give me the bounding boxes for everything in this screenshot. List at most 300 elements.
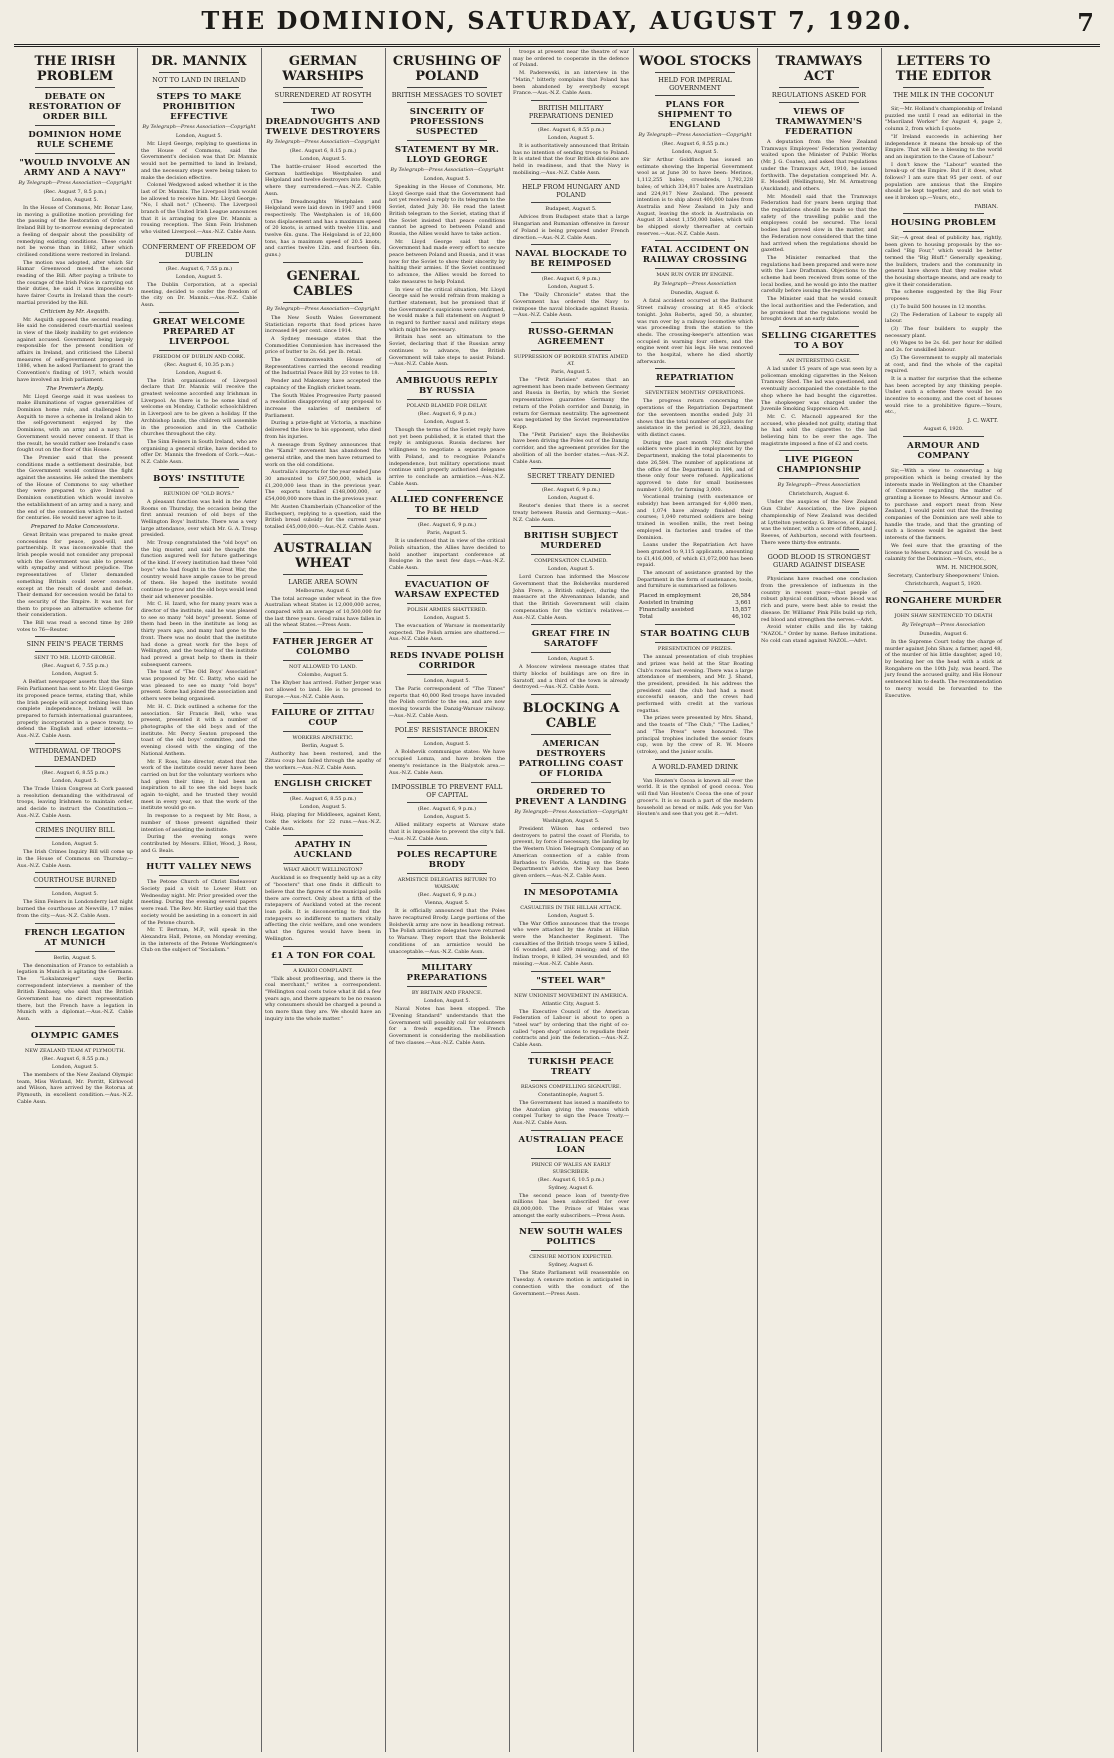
paragraph: It is a matter for surprise that the scheme has been accepted by any thinking people. Under such a scheme there would be no incentive to economy, and the cost of houses would rise to a prohibitive figure.—Yours, etc., <box>885 375 1002 416</box>
column-rule <box>655 72 735 73</box>
column-rule <box>407 399 487 400</box>
table-row <box>637 600 753 607</box>
column-rule <box>779 572 859 573</box>
subheadline: OLYMPIC GAMES <box>30 1030 120 1041</box>
dateline: FREEDOM OF DUBLIN AND CORK. <box>152 353 246 360</box>
column-rule <box>407 518 487 519</box>
dateline: Secretary, Canterbury Sheepowners' Union. <box>887 572 1000 579</box>
column-rule <box>531 100 611 101</box>
table-label: Total <box>639 614 653 621</box>
deck: THE MILK IN THE COCONUT <box>893 91 994 99</box>
subheadline: AMERICAN DESTROYERS PATROLLING COAST OF FLORIDA <box>518 739 624 780</box>
column-rule <box>531 901 611 902</box>
dateline: London, August 5. <box>547 656 595 663</box>
dateline: Sydney, August 6. <box>548 1262 594 1269</box>
dateline: Christchurch, August 6. <box>788 491 850 498</box>
subheadline: ORDERED TO PREVENT A LANDING <box>515 787 627 808</box>
dateline: London, August 5. <box>423 741 471 748</box>
subheadline: BRITISH SUBJECT MURDERED <box>523 531 619 552</box>
paragraph: During the past month 762 discharged soldiers were placed in employment by the Department, making the total placements to date 26,584. The number of applications at the office of the Department in 184, and of these only four were refused. Applications approved to date for small businesses number 1,600, for farming 3,000. <box>637 439 753 493</box>
paragraph: Mr. Mosdell said that the Tramways Federation had for years been urging that the regulations should be made so that the safety of the travelling public and the employees could be secured. The local bodies had proved slow in the matter, and the Federation now considered that the time had arrived when the regulations should be gazetted. <box>761 193 877 254</box>
dateline: Sydney, August 6. <box>548 1184 594 1191</box>
subheadline: FRENCH LEGATION AT MUNICH <box>24 927 126 948</box>
dateline: Berlin, August 5. <box>53 954 97 961</box>
dateline: (Rec. August 6, 9 p.m.) <box>541 487 601 494</box>
paragraph: Mr. Troup congratulated the "old boys" on the big muster, and said he thought the function augured well for future gatherings of the kind. If every institution had these "old boys" who had fought in the Great War, the country would have ample cause to be proud of them. He hoped the institute would continue to grow and the old boys would lend their aid whenever possible. <box>141 540 257 600</box>
column-rule <box>655 240 735 241</box>
paragraph: The Minister said that he would consult the local authorities and the Federation, and he promised that the regulations would be brought down at an early date. <box>761 296 877 323</box>
table-row <box>637 614 753 621</box>
dateline: REUNION OF "OLD BOYS." <box>163 490 235 497</box>
paragraph: Loans under the Repatriation Act have been granted to 9,115 applicants, amounting to £1,416,000, of which £1,072,000 has been repaid. <box>637 542 753 569</box>
column-rule <box>903 609 984 610</box>
dateline: POLISH ARMIES SHATTERED. <box>407 606 487 613</box>
deck: A WORLD-FAMED DRINK <box>651 762 739 771</box>
dateline: London, August 5. <box>423 614 471 621</box>
subheadline: POLES RECAPTURE BRODY <box>396 850 498 871</box>
dateline: MAN RUN OVER BY ENGINE. <box>656 272 734 279</box>
headline: AUSTRALIAN WHEAT <box>273 540 373 571</box>
deck: IMPOSSIBLE TO PREVENT FALL OF CAPITAL <box>391 783 503 800</box>
section-subhead: Prepared to Make Concessions. <box>30 523 120 530</box>
column-6 <box>634 48 758 1752</box>
paragraph: Reuter's denies that there is a secret treaty between Russia and Germany.—Aus.-N.Z. Cable Assn. <box>513 503 629 523</box>
paragraph: A lad under 15 years of age was seen by a policeman smoking cigarettes in the Nelson Tramway Shed. The lad was questioned, and eventually accompanied the constable to the shop where he had bought the cigarettes. The shopkeeper was charged under the Juvenile Smoking Suppression Act. <box>761 365 877 413</box>
paragraph: It is officially announced that the Poles have recaptured Brody. Large portions of the Bolshevik army are now in headlong retreat. The Polish armistice delegates have returned to Warsaw. They report that the Bolshevik conditions of an armistice would be unacceptable.—Aus.-N.Z. Cable Assn. <box>389 908 505 955</box>
table-label: Assisted in training <box>639 600 694 607</box>
subheadline: RONGAHERE MURDER <box>885 595 1002 606</box>
subheadline: BOYS' INSTITUTE <box>153 473 245 484</box>
paragraph: Mr. T. Bertram, M.P., will speak in the Alexandra Hall, Petone, on Monday evening, in the interests of the Petone Workingmen's Club on the subject of "Socialism." <box>141 927 257 954</box>
column-rule <box>159 87 239 88</box>
dateline: (Rec. August 6, 9 p.m.) <box>541 276 601 283</box>
column-rule <box>531 468 611 469</box>
column-rule <box>531 554 611 555</box>
paragraph: Mr. H. C. Dick outlined a scheme for the association. Sir Francis Bell, who was present, presented it with a number of photographs of the old boys and of the institute. Mr. Percy Seaton proposed the toast of the old boys' committee, and the evening closed with the singing of the National Anthem. <box>141 703 257 757</box>
paragraph: Naval Notes has been stopped. The "Evening Standard" understands that the Government will possibly call for volunteers for a fresh expedition. The French Government is considering the mobilisation of two classes.—Aus.-N.Z. Cable Assn. <box>389 1006 505 1046</box>
paragraph: "Talk about profiteering, and there is the coal merchant," writes a correspondent. "Wellington coal costs twice what it did a few years ago, and there appears to be no reason why consumers should be charged a pound a ton more than they are. We should have an inquiry into the whole matter." <box>265 975 381 1022</box>
column-rule <box>407 674 487 675</box>
column-3 <box>262 48 386 1752</box>
paragraph: The Sinn Feiners in Londonderry last night burned the courthouse at Newville, 17 miles from the city.—Aus.-N.Z. Cable Assn. <box>17 899 133 919</box>
paragraph: Britain has sent an ultimatum to the Soviet, declaring that if the Russian army continues to advance, the British Government will take steps to assist Poland.—Aus.-N.Z. Cable Assn. <box>389 334 505 368</box>
deck: GOOD BLOOD IS STRONGEST GUARD AGAINST DISEASE <box>767 553 871 570</box>
column-rule <box>35 153 115 154</box>
column-rule <box>283 574 363 575</box>
subheadline: SINCERITY OF PROFESSIONS SUSPECTED <box>409 107 485 137</box>
dateline: London, August 5. <box>51 841 99 848</box>
paragraph: Advices from Budapest state that a large Hungarian and Rumanian offensive in favour of Poland is being prepared under French direction.—Aus.-N.Z. Cable Assn. <box>513 214 629 241</box>
column-rule <box>159 857 239 858</box>
column-rule <box>531 526 611 527</box>
paragraph: troops at present near the theatre of war may be ordered to cooperate in the defence of Poland. <box>513 49 629 69</box>
dateline: London, August 5. <box>51 891 99 898</box>
subheadline: ARMOUR AND COMPANY <box>907 441 980 462</box>
deck: CRIMES INQUIRY BILL <box>35 826 115 835</box>
table-row <box>637 593 753 600</box>
dateline: London, August 5. <box>671 149 719 155</box>
subheadline: SELLING CIGARETTES TO A BOY <box>761 330 877 351</box>
column-rule <box>35 887 115 888</box>
paragraph: Pender and Makenzey have accepted the captaincy of the English cricket team. <box>265 378 381 391</box>
column-rule <box>35 636 115 637</box>
column-rule <box>407 737 487 738</box>
subheadline: MILITARY PREPARATIONS <box>406 963 488 984</box>
column-rule <box>531 883 611 884</box>
dateline: London, August 5. <box>423 176 471 182</box>
dateline: PRINCE OF WALES AN EARLY SUBSCRIBER. <box>531 1161 611 1175</box>
paragraph: A Moscow wireless message states that thirty blocks of buildings are on fire in Saratoff, and a third of the town is already destroyed.—Aus.-N.Z. Cable Assn. <box>513 664 629 691</box>
paragraph: The War Office announces that the troops who were attacked by the Arabs at Hillah were the Manchester Regiment. The casualties of the British troops were 5 killed, 16 wounded, and 209 missing; and of the Indian troops, 8 killed, 34 wounded, and 83 missing.—Aus.-N.Z. Cable Assn. <box>513 920 629 967</box>
column-rule <box>531 782 611 783</box>
dateline: (Rec. August 7, 8.5 p.m.) <box>43 189 107 195</box>
subheadline: FATAL ACCIDENT ON RAILWAY CROSSING <box>640 245 750 266</box>
credit-line: By Telegraph—Press Association <box>902 621 985 628</box>
column-rule <box>531 652 611 653</box>
paragraph: Sir,—Mr. Holland's championship of Ireland puzzled me until I read an editorial in the "Maoriland Worker" for August 4, page 2, column 2, from which I quote: <box>885 106 1002 133</box>
column-rule <box>159 487 239 488</box>
paragraph: The annual presentation of club trophies and prizes was held at the Star Boating Club's rooms last evening. There was a large attendance of members, and Mr. J. Shand, the president, presided. In his address the president said the club had had a most successful season, and the crews had performed with credit at the various regattas. <box>637 654 753 714</box>
column-rule <box>407 986 487 987</box>
paragraph: Mr. Lloyd George said that the Government had made every effort to secure peace between Poland and Russia, and it was now for the Soviet to show their sincerity by halting their armies. If the Soviet continued to advance, the Allies would be forced to take measures to help Poland. <box>389 238 505 285</box>
column-2 <box>138 48 262 1752</box>
paragraph: A Bolshevik communique states: We have occupied Lomza, and have broken the enemy's resistance in the Bialystok area.—Aus.-N.Z. Cable Assn. <box>389 749 505 776</box>
subheadline: STEPS TO MAKE PROHIBITION EFFECTIVE <box>156 92 242 122</box>
paragraph: The Khyber has arrived. Father Jerger was not allowed to land. He is to proceed to Europe.—Aus.-N.Z. Cable Assn. <box>265 680 381 700</box>
paragraph: In the Supreme Court today the charge of murder against John Shaw, a farmer, aged 48, of the murder of his little daughter, aged 10, by beating her on the head with a stick at Rongahere on the 10th July, was heard. The jury found the accused guilty, and His Honour sentenced him to death. The recommendation to mercy would be forwarded to the Executive. <box>885 638 1002 699</box>
dateline: London, August 6. <box>175 369 223 376</box>
subheadline: FATHER JERGER AT COLOMBO <box>272 637 374 658</box>
table-label: Financially assisted <box>639 607 694 614</box>
column-rule <box>531 202 611 203</box>
column-rule <box>407 779 487 780</box>
dateline: NEW UNIONIST MOVEMENT IN AMERICA. <box>514 992 628 999</box>
dateline: London, August 5. <box>51 671 99 678</box>
subheadline: LIVE PIGEON CHAMPIONSHIP <box>776 455 862 476</box>
dateline: POLAND BLAMED FOR DELAY. <box>406 402 488 409</box>
dateline: Washington, August 5. <box>542 818 600 825</box>
paragraph: A Belfast newspaper asserts that the Sinn Fein Parliament has sent to Mr. Lloyd George its proposed peace terms, stating that, while the Irish people will accept nothing less than complete independence, Ireland will be prepared to furnish international guarantees, properly incorporated in a peace treaty, to defend the English and other interests.—Aus.-N.Z. Cable Assn. <box>17 679 133 740</box>
paragraph: The Irish organisations of Liverpool declare that Dr. Mannix will receive the greatest welcome accorded any Irishman in Liverpool. As there is to be some kind of welcome on Monday, Catholic schoolchildren in Liverpool are to be given a holiday. If the Archbishop lands, the children will assemble in the procession and in the Catholic churches throughout the city. <box>141 377 257 438</box>
paragraph: The total acreage under wheat in the five Australian wheat States is 12,000,000 acres, compared with an average of 10,500,000 for the last three years. Good rains have fallen in all the wheat States.—Press Assn. <box>265 595 381 629</box>
column-rule <box>283 731 363 732</box>
column-rule <box>35 651 115 652</box>
dateline: (Rec. August 6, 8.55 p.m.) <box>289 796 357 803</box>
paragraph: The Petone Church of Christ Endeavour Society paid a visit to Lower Hutt on Wednesday night. Mr. Prior presided over the meeting. During the evening several papers were read. The Rev. Mr. Hartley said that the society would be assisting in a concert in aid of the Petone church. <box>141 879 257 926</box>
deck: POLES' RESISTANCE BROKEN <box>394 726 500 735</box>
column-rule <box>531 1052 611 1053</box>
paragraph: The Premier said that the present conditions made a settlement desirable, but the Government would continue the fight against the assassins. He asked the members of the House of Commons to say whether they were prepared to give Ireland a Dominion constitution which would involve the establishment of an army and a navy, and the end of the connection which had lasted for centuries. He would never agree to it. <box>17 454 133 522</box>
dateline: (Rec. August 6, 10.5 p.m.) <box>537 1176 605 1183</box>
column-rule <box>159 72 239 73</box>
deck: SINN FEIN'S PEACE TERMS <box>26 640 124 649</box>
column-rule <box>35 1026 115 1027</box>
paragraph: The battle-cruiser Hood escorted the German battleships Westphalen and Helgoland and twelve destroyers into Rosyth, where they surrendered.—Aus.-N.Z. Cable Assn. <box>265 164 381 197</box>
dateline: London, August 5. <box>423 814 471 821</box>
column-rule <box>159 239 239 240</box>
dateline: JOHN SHAW SENTENCED TO DEATH <box>894 612 993 619</box>
dateline: NOT ALLOWED TO LAND. <box>289 664 357 671</box>
paragraph: (2) The Federation of Labour to supply all labour. <box>885 311 1002 325</box>
subheadline: AMBIGUOUS REPLY BY RUSSIA <box>396 375 498 396</box>
dateline: Paris, August 5. <box>550 369 592 376</box>
headline: BLOCKING A CABLE <box>522 701 620 732</box>
dateline: Budapest, August 5. <box>545 206 597 213</box>
deck: LARGE AREA SOWN <box>288 577 358 586</box>
column-rule <box>531 734 611 735</box>
column-rule <box>655 268 735 269</box>
headline: GERMAN WARSHIPS <box>282 54 364 84</box>
deck: NOT TO LAND IN IRELAND <box>152 76 246 84</box>
column-rule <box>283 863 363 864</box>
paragraph: Lord Curzon has informed the Moscow Government that the Bolsheviks murdered John Frere, a British subject, during the massacre at the Ahvenanmaa Islands, and that the British Government will claim compensation for the victim's relatives.—Aus.-N.Z. Cable Assn. <box>513 574 629 621</box>
subheadline: TWO DREADNOUGHTS AND TWELVE DESTROYERS <box>265 107 381 137</box>
subheadline: REDS INVADE POLISH CORRIDOR <box>389 650 505 671</box>
dateline: London, August 5. <box>299 156 347 162</box>
dateline: London, August 5. <box>547 912 595 919</box>
column-rule <box>655 774 735 775</box>
column-rule <box>655 95 735 96</box>
paragraph: The Dublin Corporation, at a special meeting, decided to confer the freedom of the city on Dr. Mannix.—Aus.-N.Z. Cable Assn. <box>141 281 257 308</box>
subheadline: PLANS FOR SHIPMENT TO ENGLAND <box>657 100 733 130</box>
dateline: London, August 5. <box>51 1063 99 1070</box>
dateline: (Rec. August 6, 9 p.m.) <box>417 806 477 813</box>
column-rule <box>283 774 363 775</box>
paragraph: A deputation from the New Zealand Tramways Employees' Federation yesterday waited upon the Minister of Public Works (Mr. J. G. Coates), and asked that regulations under the Tramways Act, 1910, be issued forthwith. The deputation comprised Mr. A. E. Mosdell (Wellington), Mr. M. Armstrong (Auckland), and others. <box>761 139 877 192</box>
dateline: Berlin, August 5. <box>301 743 345 750</box>
paragraph: Van Houten's Cocoa is known all over the world. It is the symbol of good cocoa. You will find Van Houten's Cocoa the one of your grocer's. It is so much a part of the modern household as bread or milk. Ask you for Van Houten's and see that you get it.—Advt. <box>637 777 753 818</box>
dateline: WORKERS APATHETIC. <box>292 735 354 742</box>
column-rule <box>655 642 735 643</box>
dateline: London, August 5. <box>175 273 223 280</box>
dateline: London, August 5. <box>547 284 595 291</box>
column-rule <box>407 575 487 576</box>
subheadline: TURKISH PEACE TREATY <box>528 1056 614 1077</box>
subheadline: £1 A TON FOR COAL <box>270 950 376 961</box>
credit-line: By Telegraph—Press Association—Copyright <box>514 809 628 816</box>
subheadline: NAVAL BLOCKADE TO BE REIMPOSED <box>515 249 627 270</box>
table-label: Placed in employment <box>639 593 701 600</box>
dateline: ARMISTICE DELEGATES RETURN TO WARSAW. <box>397 877 497 891</box>
paragraph: A pleasant function was held in the Aster Rooms on Thursday, the occasion being the first annual reunion of old boys of the Wellington Boys' Institute. There was a very large attendance, over which Mr. G. A. Troup presided. <box>141 498 257 539</box>
column-rule <box>407 722 487 723</box>
paragraph: The motion was adopted, after which Sir Hamar Greenwood moved the second reading of the Bill. After paying a tribute to the courage of the Irish Police in carrying out their duties, he said it was impossible to have fairer Courts in Ireland than the court-martial provided by the Bill. <box>17 259 133 306</box>
dateline: CENSURE MOTION EXPECTED. <box>529 1254 613 1261</box>
column-rule <box>531 1080 611 1081</box>
subheadline: "STEEL WAR" <box>536 975 606 986</box>
column-rule <box>35 951 115 952</box>
column-rule <box>35 822 115 823</box>
column-rule <box>903 213 984 214</box>
paragraph: Allied military experts at Warsaw state that it is impossible to prevent the city's fall.—Aus.-N.Z. Cable Assn. <box>389 822 505 842</box>
deck: BRITISH MILITARY PREPARATIONS DENIED <box>528 103 614 120</box>
paragraph: Great Britain was prepared to make great concessions for peace, good-will, and partnership. It was inconceivable that the Irish people would not consider any proposal which the Government was able to present with sympathy and without prejudice. The representatives of Ulster demanded something Britain could never concede, except at the result of doubt and defeat. Their demand for secession would be fatal to the security of the Empire. It was not for them to propose an alternative scheme for their consideration. <box>17 531 133 619</box>
dateline: London, August 6. <box>547 495 595 502</box>
subheadline: HOUSING PROBLEM <box>890 217 997 228</box>
deck: SECRET TREATY DENIED <box>527 472 615 481</box>
paragraph: Mr. F. Ross, late director, stated that the work of the institute could never have been carried on but for the voluntary workers who had given their time; it had been an inspiration to all to see the old boys back again to-night, and he trusted they would meet in every year, so that the work of the institute would go on. <box>141 758 257 812</box>
signature: J. C. WATT. <box>967 418 998 425</box>
subheadline: GREAT WELCOME PREPARED AT LIVERPOOL <box>152 316 246 347</box>
headline: TRAMWAYS ACT <box>775 54 863 84</box>
column-rule <box>283 660 363 661</box>
dateline: SENT TO MR. LLOYD GEORGE. <box>34 655 116 662</box>
column-1 <box>14 48 138 1752</box>
column-rule <box>531 350 611 351</box>
newspaper-columns <box>14 48 1100 1752</box>
paragraph: The "Petit Parisien" states that an agreement has been made between Germany and Russia in Berlin, by which the Soviet representatives guarantee Germany the return of the Polish corridor and Danzig, in return for German neutrality. The agreement was negotiated by the Soviet representative Kopp. <box>513 377 629 430</box>
column-rule <box>283 262 363 263</box>
paragraph: The Minister remarked that the regulations had been prepared and were now with the Law Draftsman. Objections to the scheme had been received from some of the local bodies, and he would go into the matter carefully before issuing the regulations. <box>761 254 877 295</box>
dateline: London, August 5. <box>423 677 471 684</box>
column-rule <box>283 946 363 947</box>
dateline: BY BRITAIN AND FRANCE. <box>411 990 483 997</box>
paragraph: Under the auspices of the New Zealand Gun Clubs' Association, the live pigeon championship of New Zealand was decided at Lyttelton yesterday. G. Briscoe, of Kaiapoi, was the winner, with a score of fifteen, and J. Reeves, of Ashburton, second with fourteen. There were thirty-five entrants. <box>761 499 877 546</box>
column-rule <box>531 322 611 323</box>
dateline: London, August 5. <box>423 418 471 425</box>
column-rule <box>35 1044 115 1045</box>
paragraph: Physicians have reached one conclusion from the prevalence of influenza in the country in recent years—that people of robust physical condition, whose blood was rich and pure, were best able to resist the disease. Dr. Williams' Pink Pills build up rich, red blood and strengthen the nerves.—Advt. <box>761 576 877 623</box>
column-rule <box>407 646 487 647</box>
column-5 <box>510 48 634 1752</box>
column-rule <box>531 483 611 484</box>
paragraph: The "Petit Parisien" says the Bolsheviks have been driving the Poles out of the Danzig corridor, and the agreement provides for the abolition of all the border states.—Aus.-N.Z. Cable Assn. <box>513 431 629 465</box>
dateline: Paris, August 5. <box>426 530 468 537</box>
column-rule <box>655 386 735 387</box>
paragraph: The toast of "The Old Boys' Association" was proposed by Mr. C. Batty, who said he was pleased to see so many "old boys" present. Some had joined the association and others were being organised. <box>141 669 257 703</box>
paragraph: The evacuation of Warsaw is momentarily expected. The Polish armies are shattered.—Aus.-N.Z. Cable Assn. <box>389 622 505 643</box>
paragraph: It is authoritatively announced that Britain has no intention of sending troops to Poland. It is stated that the four British divisions are held in readiness, and that the Navy is mobilising.—Aus.-N.Z. Cable Assn. <box>513 142 629 176</box>
column-rule <box>903 464 984 465</box>
deck: HELD FOR IMPERIAL GOVERNMENT <box>658 76 732 92</box>
paragraph: In view of the critical situation, Mr. Lloyd George said he would refrain from making a further statement, but he promised that if the Government's suspicions were confirmed, he would make a full statement on August 9 in regard to further naval and military steps which might be necessary. <box>389 286 505 333</box>
paragraph: The Sinn Feiners in South Ireland, who are organising a general strike, have decided to offer Dr. Mannix the freedom of Cork.—Aus.-N.Z. Cable Assn. <box>141 438 257 466</box>
dateline: (Rec. August 6, 8.55 p.m.) <box>41 769 109 776</box>
column-rule <box>407 490 487 491</box>
column-rule <box>531 1130 611 1131</box>
subheadline: STAR BOATING CLUB <box>640 629 750 640</box>
column-4 <box>386 48 510 1752</box>
credit-line: By Telegraph—Press Association—Copyright <box>18 180 132 186</box>
dateline: COMPENSATION CLAIMED. <box>534 558 608 565</box>
paragraph: Sir,—With a view to conserving a big proposition which is being created by the interests made in Wellington at the Chamber of Commerce regarding the matter of granting a license to Messrs. Armour and Co. to purchase and export meat from New Zealand, I would point out that the freezing companies of the Dominion are well able to handle the trade, and that the granting of such a license would be against the best interests of the farmers. <box>885 468 1002 542</box>
dateline: REASONS COMPELLING SIGNATURE. <box>520 1083 622 1090</box>
dateline: (Rec. August 6, 9 p.m.) <box>417 410 477 417</box>
dateline: SUPPRESSION OF BORDER STATES AIMED AT. <box>513 354 629 368</box>
column-rule <box>779 478 859 479</box>
paragraph: Mr. Lloyd George said it was useless to make illuminations of vague generalities of Dominion home rule, and challenged Mr. Asquith to move a scheme in Ireland akin to the self-government enjoyed by the Dominions, with an army and a navy. The Government would never consent. If that is the result, he would rather see Ireland's case fought out on the floor of this House. <box>17 393 133 454</box>
credit-line: By Telegraph—Press Association—Copyright <box>266 139 380 145</box>
paragraph: The Commonwealth House of Representatives carried the second reading of the Industrial Peace Bill by 23 votes to 18. <box>265 357 381 377</box>
paragraph: (5) The Government to supply all materials at cost, and find the whole of the capital required. <box>885 354 1002 375</box>
column-rule <box>779 450 859 451</box>
dateline: (Rec. August 6, 7.55 p.m.) <box>165 265 233 272</box>
column-rule <box>35 923 115 924</box>
headline: GENERAL CABLES <box>286 268 360 299</box>
column-rule <box>159 262 239 263</box>
paragraph: (4) Wages to be 2s. 6d. per hour for skilled and 2s. for unskilled labour. <box>885 340 1002 354</box>
headline: WOOL STOCKS <box>638 54 752 69</box>
dateline: London, August 5. <box>423 998 471 1005</box>
subheadline: DOMINION HOME RULE SCHEME <box>28 130 122 150</box>
table-value: 15,857 <box>731 607 751 614</box>
paragraph: The scheme suggested by the Big Four proposes: <box>885 289 1002 303</box>
paragraph: The Irish Crimes Inquiry Bill will come up in the House of Commons on Thursday.—Aus.-N.Z. Cable Assn. <box>17 849 133 869</box>
dateline: London, August 5. <box>547 134 595 141</box>
column-rule <box>407 873 487 874</box>
paragraph: Mr. Lloyd George, replying to questions in the House of Commons, said the Government's decision was that Dr. Mannix would not be permitted to land in Ireland, and the necessary steps were being taken to make the decision effective. <box>141 141 257 181</box>
table-value: 3,661 <box>735 600 751 607</box>
subheadline: RUSSO-GERMAN AGREEMENT <box>528 327 614 348</box>
dateline: Dunedin, August 6. <box>919 630 968 637</box>
dateline: Vienna, August 5. <box>424 900 470 907</box>
paragraph: Vocational training (with sustenance or subsidy) has been arranged for 4,000 men, and 1,074 have already finished their courses; 1,040 returned soldiers are being trained in woollen mills, the rest being employed in factories and trades of the Dominion. <box>637 494 753 541</box>
paragraph: The Bill was read a second time by 289 votes to 76—Reuter. <box>17 620 133 633</box>
paragraph: Auckland is so frequently held up as a city of "boosters" that one finds it difficult to believe that the figures of the municipal polls there are correct. Only about a fifth of the ratepayers of Auckland voted at the recent loan polls. It is disconcerting to find the ratepayers so indifferent to matters vitally affecting the civic welfare, and one wonders what the figures would have been in Wellington. <box>265 875 381 942</box>
column-rule <box>531 1158 611 1159</box>
deck: BRITISH MESSAGES TO SOVIET <box>391 91 503 99</box>
masthead <box>14 4 1100 47</box>
paragraph: The Government has issued a manifesto to the Anatolian giving the reasons which compel Turkey to sign the Peace Treaty.—Aus.-N.Z. Cable Assn. <box>513 1099 629 1126</box>
dateline: NEW ZEALAND TEAM AT PLYMOUTH. <box>24 1047 126 1054</box>
paragraph: The "Daily Chronicle" states that the Government has ordered the Navy to reimpose the naval blockade against Russia.—Aus.-N.Z. Cable Assn. <box>513 292 629 319</box>
column-8 <box>882 48 1006 1752</box>
dateline: Dunedin, August 6. <box>670 290 720 297</box>
paragraph: Mr. Asquith opposed the second reading. He said he considered court-martial useless in view of the likely inability to get evidence against accused. Government being largely responsible for the present condition of affairs in Ireland, and criticised the Liberal measures of self-government proposed in 1886, when he asked Parliament to grant the Convention's finding of 1917, which would have involved an Irish parliament. <box>17 316 133 383</box>
subheadline: GREAT FIRE IN SARATOFF <box>531 629 611 650</box>
dateline: London, August 5. <box>547 566 595 573</box>
column-rule <box>283 835 363 836</box>
column-rule <box>903 87 984 88</box>
column-rule <box>531 272 611 273</box>
column-rule <box>531 123 611 124</box>
dateline: WHAT ABOUT WELLINGTON? <box>283 867 363 874</box>
column-rule <box>531 1250 611 1251</box>
paragraph: M. Paderewski, in an interview in the "Matin," bitterly complains that Poland has been abandoned by everybody except France.—Aus.-N.Z. Cable Assn. <box>513 70 629 97</box>
column-rule <box>407 958 487 959</box>
credit-line: By Telegraph—Press Association—Copyright <box>266 305 380 312</box>
column-rule <box>903 436 984 437</box>
paragraph: The Paris correspondent of "The Times" reports that 40,000 Red troops have invaded the Polish corridor to the sea, and are now moving towards the Danzig-Warsaw railway.—Aus.-N.Z. Cable Assn. <box>389 685 505 719</box>
headline: DR. MANNIX <box>151 54 247 69</box>
paragraph: Mr. C. H. Izard, who for many years was a director of the institute, said he was pleased to see so many "old boys" present. Some of them had been in the institute as long as thirty years ago, and many had gone to the front. There was no doubt that the institute had done a great work for the boys of Wellington, and the teaching of the institute had proved a great help to them in their subsequent careers. <box>141 601 257 668</box>
paragraph: Haig, playing for Middlesex, against Kent, took the wickets for 22 runs.—Aus.-N.Z. Cable Assn. <box>265 812 381 832</box>
dateline: Melbourne, August 6. <box>295 587 351 594</box>
paragraph: The State Parliament will reassemble on Tuesday. A censure motion is anticipated in connection with the conduct of the Government.—Press Assn. <box>513 1270 629 1297</box>
dateline: (Rec. August 6, 10.35 p.m.) <box>164 361 234 368</box>
signature: FABIAN. <box>974 203 998 210</box>
paragraph: (3) The four builders to supply the necessary plant. <box>885 325 1002 339</box>
paragraph: Sir Arthur Goldfinch has issued an estimate showing the Imperial Government wool as at June 30 to have been: Merinos, 1,112,255 bales; crossbreds, 1,792,228 bales; of which 334,817 bales are Australian and 224,917 New Zealand. The present intention is to ship about 400,000 bales from Australia and New Zealand in July and August, leaving the stock in Australasia on August 31 about 1,150,000 bales, which will be shipped slowly thereafter at certain reserves.—Aus.-N.Z. Cable Assn. <box>637 157 753 237</box>
column-rule <box>283 534 363 535</box>
subheadline: NEW SOUTH WALES POLITICS <box>519 1227 623 1248</box>
column-rule <box>35 87 115 88</box>
paragraph: A message from Sydney announces that the "Kamil" movement has abandoned the general strike, and the men have returned to work on the old conditions. <box>265 441 381 468</box>
column-rule <box>531 1222 611 1223</box>
dateline: August 6, 1920. <box>923 426 964 433</box>
credit-line: By Telegraph—Press Association—Copyright <box>638 132 752 138</box>
column-rule <box>283 964 363 965</box>
dateline: Colombo, August 5. <box>298 672 348 679</box>
credit-line: By Telegraph—Press Association <box>777 482 861 489</box>
column-rule <box>531 971 611 972</box>
dateline: London, August 5. <box>51 777 99 784</box>
dateline: Constantinople, August 5. <box>538 1091 604 1098</box>
figures-table <box>637 593 753 621</box>
column-rule <box>283 632 363 633</box>
column-rule <box>283 302 363 303</box>
deck: COURTHOUSE BURNED <box>33 876 117 885</box>
